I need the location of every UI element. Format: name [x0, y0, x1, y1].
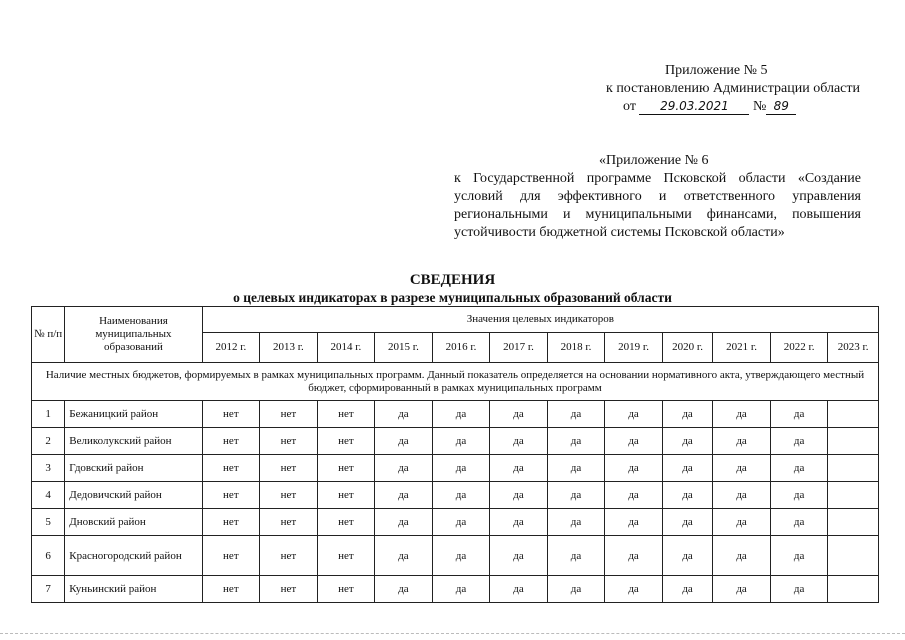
- table-row: [32, 536, 879, 576]
- year-header: 2012 г.: [202, 333, 260, 363]
- indicator-value: да: [605, 576, 663, 603]
- indicator-value: да: [547, 536, 605, 576]
- indicator-value: да: [432, 536, 490, 576]
- page-title: СВЕДЕНИЯ: [409, 272, 496, 288]
- table-row: [32, 482, 879, 509]
- indicator-value: [828, 455, 879, 482]
- indicator-value: да: [375, 509, 433, 536]
- year-header: 2018 г.: [547, 333, 605, 363]
- indicator-value: да: [490, 401, 548, 428]
- scan-edge: [0, 633, 905, 634]
- year-header: 2021 г.: [713, 333, 771, 363]
- indicator-value: да: [770, 576, 828, 603]
- indicator-value: да: [432, 401, 490, 428]
- row-number: 4: [32, 482, 65, 509]
- appendix-6-title: «Приложение № 6: [599, 153, 709, 168]
- indicator-value: да: [662, 509, 712, 536]
- indicator-value: нет: [317, 482, 375, 509]
- indicator-value: нет: [202, 482, 260, 509]
- appendix-5-date-line: [560, 98, 860, 116]
- table-row: [32, 509, 879, 536]
- indicator-value: нет: [260, 428, 318, 455]
- indicator-value: нет: [202, 455, 260, 482]
- col-number-header: № п/п: [32, 307, 65, 363]
- indicator-value: да: [432, 509, 490, 536]
- year-header: 2022 г.: [770, 333, 828, 363]
- indicator-value: да: [375, 401, 433, 428]
- indicator-value: да: [490, 576, 548, 603]
- indicator-value: нет: [202, 509, 260, 536]
- indicator-value: да: [547, 401, 605, 428]
- indicator-value: да: [713, 576, 771, 603]
- indicator-value: да: [662, 455, 712, 482]
- indicator-value: нет: [317, 455, 375, 482]
- indicator-value: [828, 509, 879, 536]
- appendix-6-block: [454, 152, 861, 242]
- year-header: 2013 г.: [260, 333, 318, 363]
- indicator-value: да: [605, 482, 663, 509]
- indicator-value: да: [490, 509, 548, 536]
- indicator-value: нет: [260, 576, 318, 603]
- indicator-value: да: [490, 428, 548, 455]
- year-header: 2020 г.: [662, 333, 712, 363]
- page-subtitle: о целевых индикаторах в разрезе муниципальных образований области: [233, 290, 672, 305]
- indicator-value: да: [375, 482, 433, 509]
- indicator-value: да: [713, 482, 771, 509]
- table-row: [32, 428, 879, 455]
- indicator-value: да: [713, 536, 771, 576]
- appendix-6-text: к Государственной программе Псковской области «Создание условий для эффективного и ответственного управления региональными и муниципальными финансами, повышения устойчивости бюджетной системы Псковской области»: [454, 171, 861, 240]
- indicator-value: да: [375, 576, 433, 603]
- indicator-value: нет: [317, 536, 375, 576]
- indicator-value: нет: [260, 482, 318, 509]
- indicators-table: [31, 306, 879, 603]
- row-number: 7: [32, 576, 65, 603]
- municipality-name: Бежаницкий район: [65, 401, 202, 428]
- indicator-value: да: [547, 482, 605, 509]
- municipality-name: Дедовичский район: [65, 482, 202, 509]
- col-name-header: Наименования муниципальных образований: [65, 307, 202, 363]
- row-number: 3: [32, 455, 65, 482]
- table-row: [32, 576, 879, 603]
- indicator-value: нет: [202, 576, 260, 603]
- indicator-value: нет: [317, 576, 375, 603]
- row-number: 1: [32, 401, 65, 428]
- indicator-value: да: [662, 536, 712, 576]
- indicator-value: да: [432, 482, 490, 509]
- indicator-value: да: [662, 576, 712, 603]
- indicator-value: да: [713, 509, 771, 536]
- indicator-value: да: [375, 428, 433, 455]
- indicator-value: нет: [317, 509, 375, 536]
- row-number: 6: [32, 536, 65, 576]
- year-header: 2014 г.: [317, 333, 375, 363]
- indicator-value: да: [605, 455, 663, 482]
- indicator-value: нет: [202, 401, 260, 428]
- indicator-value: нет: [260, 401, 318, 428]
- indicator-value: да: [547, 455, 605, 482]
- indicator-value: да: [662, 401, 712, 428]
- municipality-name: Красногородский район: [65, 536, 202, 576]
- indicator-value: да: [662, 482, 712, 509]
- indicator-value: нет: [202, 536, 260, 576]
- indicator-value: да: [432, 576, 490, 603]
- indicator-value: нет: [317, 428, 375, 455]
- indicator-value: [828, 428, 879, 455]
- appendix-5-title: Приложение № 5: [665, 63, 768, 78]
- indicator-value: да: [547, 428, 605, 455]
- row-number: 2: [32, 428, 65, 455]
- indicator-value: [828, 482, 879, 509]
- municipality-name: Куньинский район: [65, 576, 202, 603]
- indicator-value: нет: [260, 509, 318, 536]
- table-row: [32, 401, 879, 428]
- indicator-value: [828, 576, 879, 603]
- indicator-value: да: [770, 455, 828, 482]
- row-number: 5: [32, 509, 65, 536]
- indicator-value: нет: [202, 428, 260, 455]
- indicator-value: да: [605, 401, 663, 428]
- indicator-value: [828, 536, 879, 576]
- indicator-value: да: [375, 455, 433, 482]
- indicator-value: да: [662, 428, 712, 455]
- indicator-value: да: [713, 401, 771, 428]
- indicator-value: нет: [260, 455, 318, 482]
- indicator-value: да: [770, 401, 828, 428]
- year-header: 2015 г.: [375, 333, 433, 363]
- indicator-value: да: [770, 536, 828, 576]
- indicator-value: да: [547, 576, 605, 603]
- indicator-value: да: [713, 455, 771, 482]
- handwritten-number: 89: [766, 99, 796, 115]
- appendix-5-block: [560, 62, 860, 116]
- indicator-value: да: [432, 428, 490, 455]
- indicator-value: да: [432, 455, 490, 482]
- indicator-value: да: [490, 455, 548, 482]
- municipality-name: Гдовский район: [65, 455, 202, 482]
- indicator-value: да: [713, 428, 771, 455]
- indicator-value: да: [770, 509, 828, 536]
- municipality-name: Великолукский район: [65, 428, 202, 455]
- indicator-value: да: [605, 509, 663, 536]
- year-header: 2017 г.: [490, 333, 548, 363]
- from-label: от: [623, 99, 636, 114]
- year-header: 2023 г.: [828, 333, 879, 363]
- indicator-value: нет: [260, 536, 318, 576]
- section-note: Наличие местных бюджетов, формируемых в рамках муниципальных программ. Данный показатель определяется на основании нормативного акта, утверждающего местный бюджет, сформированный в рамках муниципальных программ: [32, 363, 879, 401]
- col-values-header: Значения целевых индикаторов: [202, 307, 878, 333]
- indicator-value: да: [490, 536, 548, 576]
- indicator-value: [828, 401, 879, 428]
- indicator-value: да: [770, 428, 828, 455]
- indicator-value: да: [375, 536, 433, 576]
- indicator-value: да: [547, 509, 605, 536]
- indicator-value: да: [490, 482, 548, 509]
- number-label: №: [752, 99, 767, 114]
- indicator-value: нет: [317, 401, 375, 428]
- indicator-value: да: [605, 536, 663, 576]
- appendix-5-subtitle: к постановлению Администрации области: [606, 81, 860, 96]
- year-header: 2016 г.: [432, 333, 490, 363]
- handwritten-date: 29.03.2021: [639, 99, 749, 115]
- year-header: 2019 г.: [605, 333, 663, 363]
- indicator-value: да: [605, 428, 663, 455]
- indicator-value: да: [770, 482, 828, 509]
- municipality-name: Дновский район: [65, 509, 202, 536]
- table-row: [32, 455, 879, 482]
